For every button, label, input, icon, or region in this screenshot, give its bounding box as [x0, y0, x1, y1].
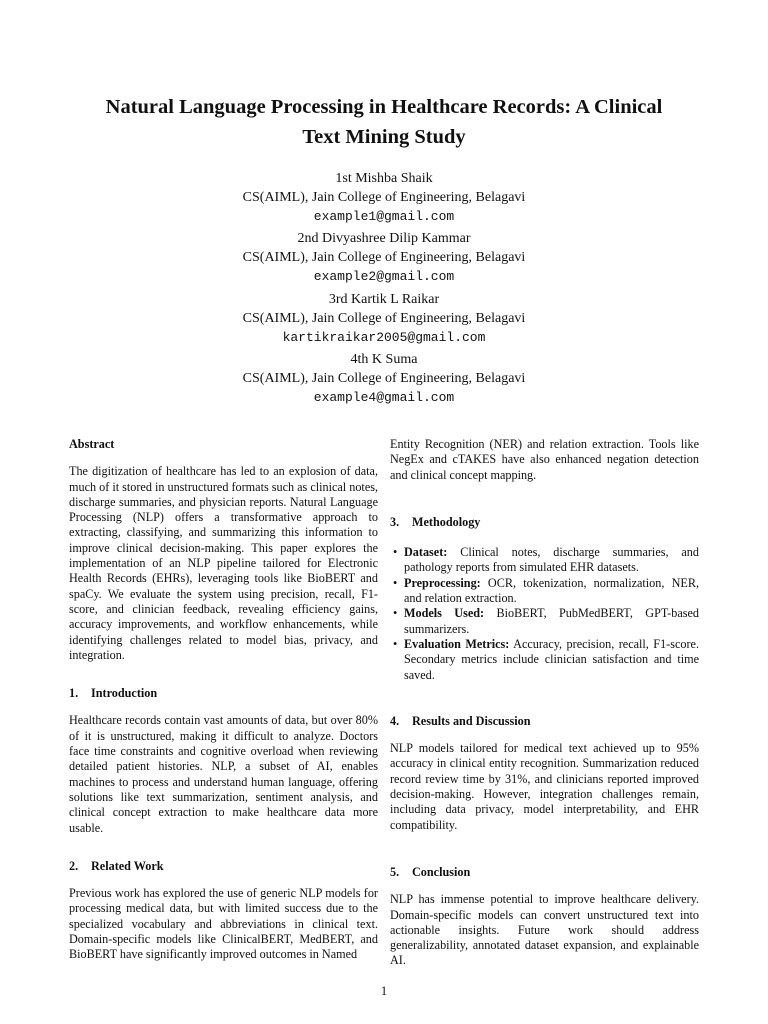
- author-affiliation: CS(AIML), Jain College of Engineering, Belagavi: [242, 190, 526, 205]
- author-email: example4@gmail.com: [313, 390, 455, 405]
- section-title: Related Work: [91, 858, 164, 873]
- list-item-text: OCR, tokenization, normalization, NER, and relation extraction.: [404, 575, 699, 606]
- list-item: [404, 637, 699, 683]
- author-affiliation: CS(AIML), Jain College of Engineering, Belagavi: [242, 311, 526, 326]
- introduction-heading: [69, 686, 378, 701]
- paper-title-line-1: Natural Language Processing in Healthcare Records: A Clinical: [105, 96, 663, 118]
- introduction-text: Healthcare records contain vast amounts of data, but over 80% of it is unstructured, making it difficult to analyze. Doctors face time constraints and cognitive overload when reviewing detailed patient histories. NLP, a subset of AI, enables machines to process and understand human language, offering solutions like text summarization, sentiment analysis, and clinical concept extraction to make healthcare data more usable.: [69, 713, 378, 835]
- list-item-text: BioBERT, PubMedBERT, GPT-based summarizers.: [404, 606, 699, 636]
- list-item-term: Preprocessing:: [404, 575, 481, 590]
- list-item: [404, 606, 699, 637]
- list-item: [404, 545, 699, 576]
- author-email: kartikraikar2005@gmail.com: [282, 330, 486, 345]
- right-column: [390, 437, 699, 969]
- author-email: example2@gmail.com: [313, 269, 455, 284]
- author-email: example1@gmail.com: [313, 209, 455, 224]
- page-number: 1: [380, 984, 388, 998]
- author-block-3: [84, 290, 684, 347]
- methodology-heading: [390, 515, 699, 530]
- section-number: 1.: [69, 686, 79, 701]
- related-work-text-continued: Entity Recognition (NER) and relation extraction. Tools like NegEx and cTAKES have also enhanced negation detection and clinical concept mapping.: [390, 437, 699, 482]
- author-name: 2nd Divyashree Dilip Kammar: [297, 231, 471, 246]
- author-name: 4th K Suma: [350, 352, 418, 367]
- author-block-4: [84, 350, 684, 407]
- related-work-text: Previous work has explored the use of generic NLP models for processing medical data, but with limited success due to the specialized vocabulary and abbreviations in clinical text. Domain-specific models like ClinicalBERT, MedBERT, and BioBERT have significantly improved outcomes in Named: [69, 886, 378, 962]
- abstract-heading: Abstract: [69, 437, 115, 451]
- section-number: 3.: [390, 514, 400, 529]
- list-item: [404, 576, 699, 607]
- author-block-1: [84, 169, 684, 226]
- section-title: Introduction: [91, 686, 158, 701]
- section-number: 5.: [390, 864, 400, 879]
- conclusion-heading: [390, 865, 699, 880]
- list-item-term: Dataset:: [404, 545, 448, 560]
- paper-title: [60, 92, 708, 152]
- results-heading: [390, 714, 699, 729]
- section-title: Results and Discussion: [412, 713, 531, 728]
- section-title: Conclusion: [412, 864, 471, 879]
- author-name: 3rd Kartik L Raikar: [328, 292, 440, 307]
- list-item-term: Models Used:: [404, 606, 485, 621]
- author-affiliation: CS(AIML), Jain College of Engineering, Belagavi: [242, 250, 526, 265]
- author-block-2: [84, 229, 684, 286]
- methodology-list: [390, 545, 699, 683]
- paper-title-line-2: Text Mining Study: [302, 126, 466, 148]
- left-column: [69, 437, 378, 963]
- section-number: 2.: [69, 858, 79, 873]
- related-work-heading: [69, 859, 378, 874]
- author-name: 1st Mishba Shaik: [335, 171, 433, 186]
- results-text: NLP models tailored for medical text achieved up to 95% accuracy in clinical entity recognition. Summarization reduced record review time by 31%, and clinicians reported improved decision-making. However, integration challenges remain, including data privacy, model interpretability, and EHR compatibility.: [390, 741, 699, 832]
- author-affiliation: CS(AIML), Jain College of Engineering, Belagavi: [242, 371, 526, 386]
- list-item-term: Evaluation Metrics:: [404, 636, 510, 651]
- section-number: 4.: [390, 713, 400, 728]
- list-item-text: Accuracy, precision, recall, F1-score. Secondary metrics include clinician satisfaction and time saved.: [404, 636, 699, 682]
- abstract-text: The digitization of healthcare has led to an explosion of data, much of it stored in unstructured formats such as clinical notes, discharge summaries, and physician reports. Natural Language Processing (NLP) offers a transformative approach to extracting, classifying, and summarizing this information to improve clinical decision-making. This paper explores the implementation of an NLP pipeline tailored for Electronic Health Records (EHRs), leveraging tools like BioBERT and spaCy. We evaluate the system using precision, recall, F1-score, and clinician feedback, revealing efficiency gains, accuracy improvements, and workflow enhancements, while identifying challenges related to model bias, privacy, and integration.: [69, 464, 379, 662]
- section-title: Methodology: [412, 514, 481, 529]
- list-item-text: Clinical notes, discharge summaries, and pathology reports from simulated EHR datasets.: [404, 545, 699, 575]
- conclusion-text: NLP has immense potential to improve healthcare delivery. Domain-specific models can convert unstructured text into actionable insights. Future work should address generalizability, annotated dataset expansion, and explainable AI.: [390, 892, 699, 968]
